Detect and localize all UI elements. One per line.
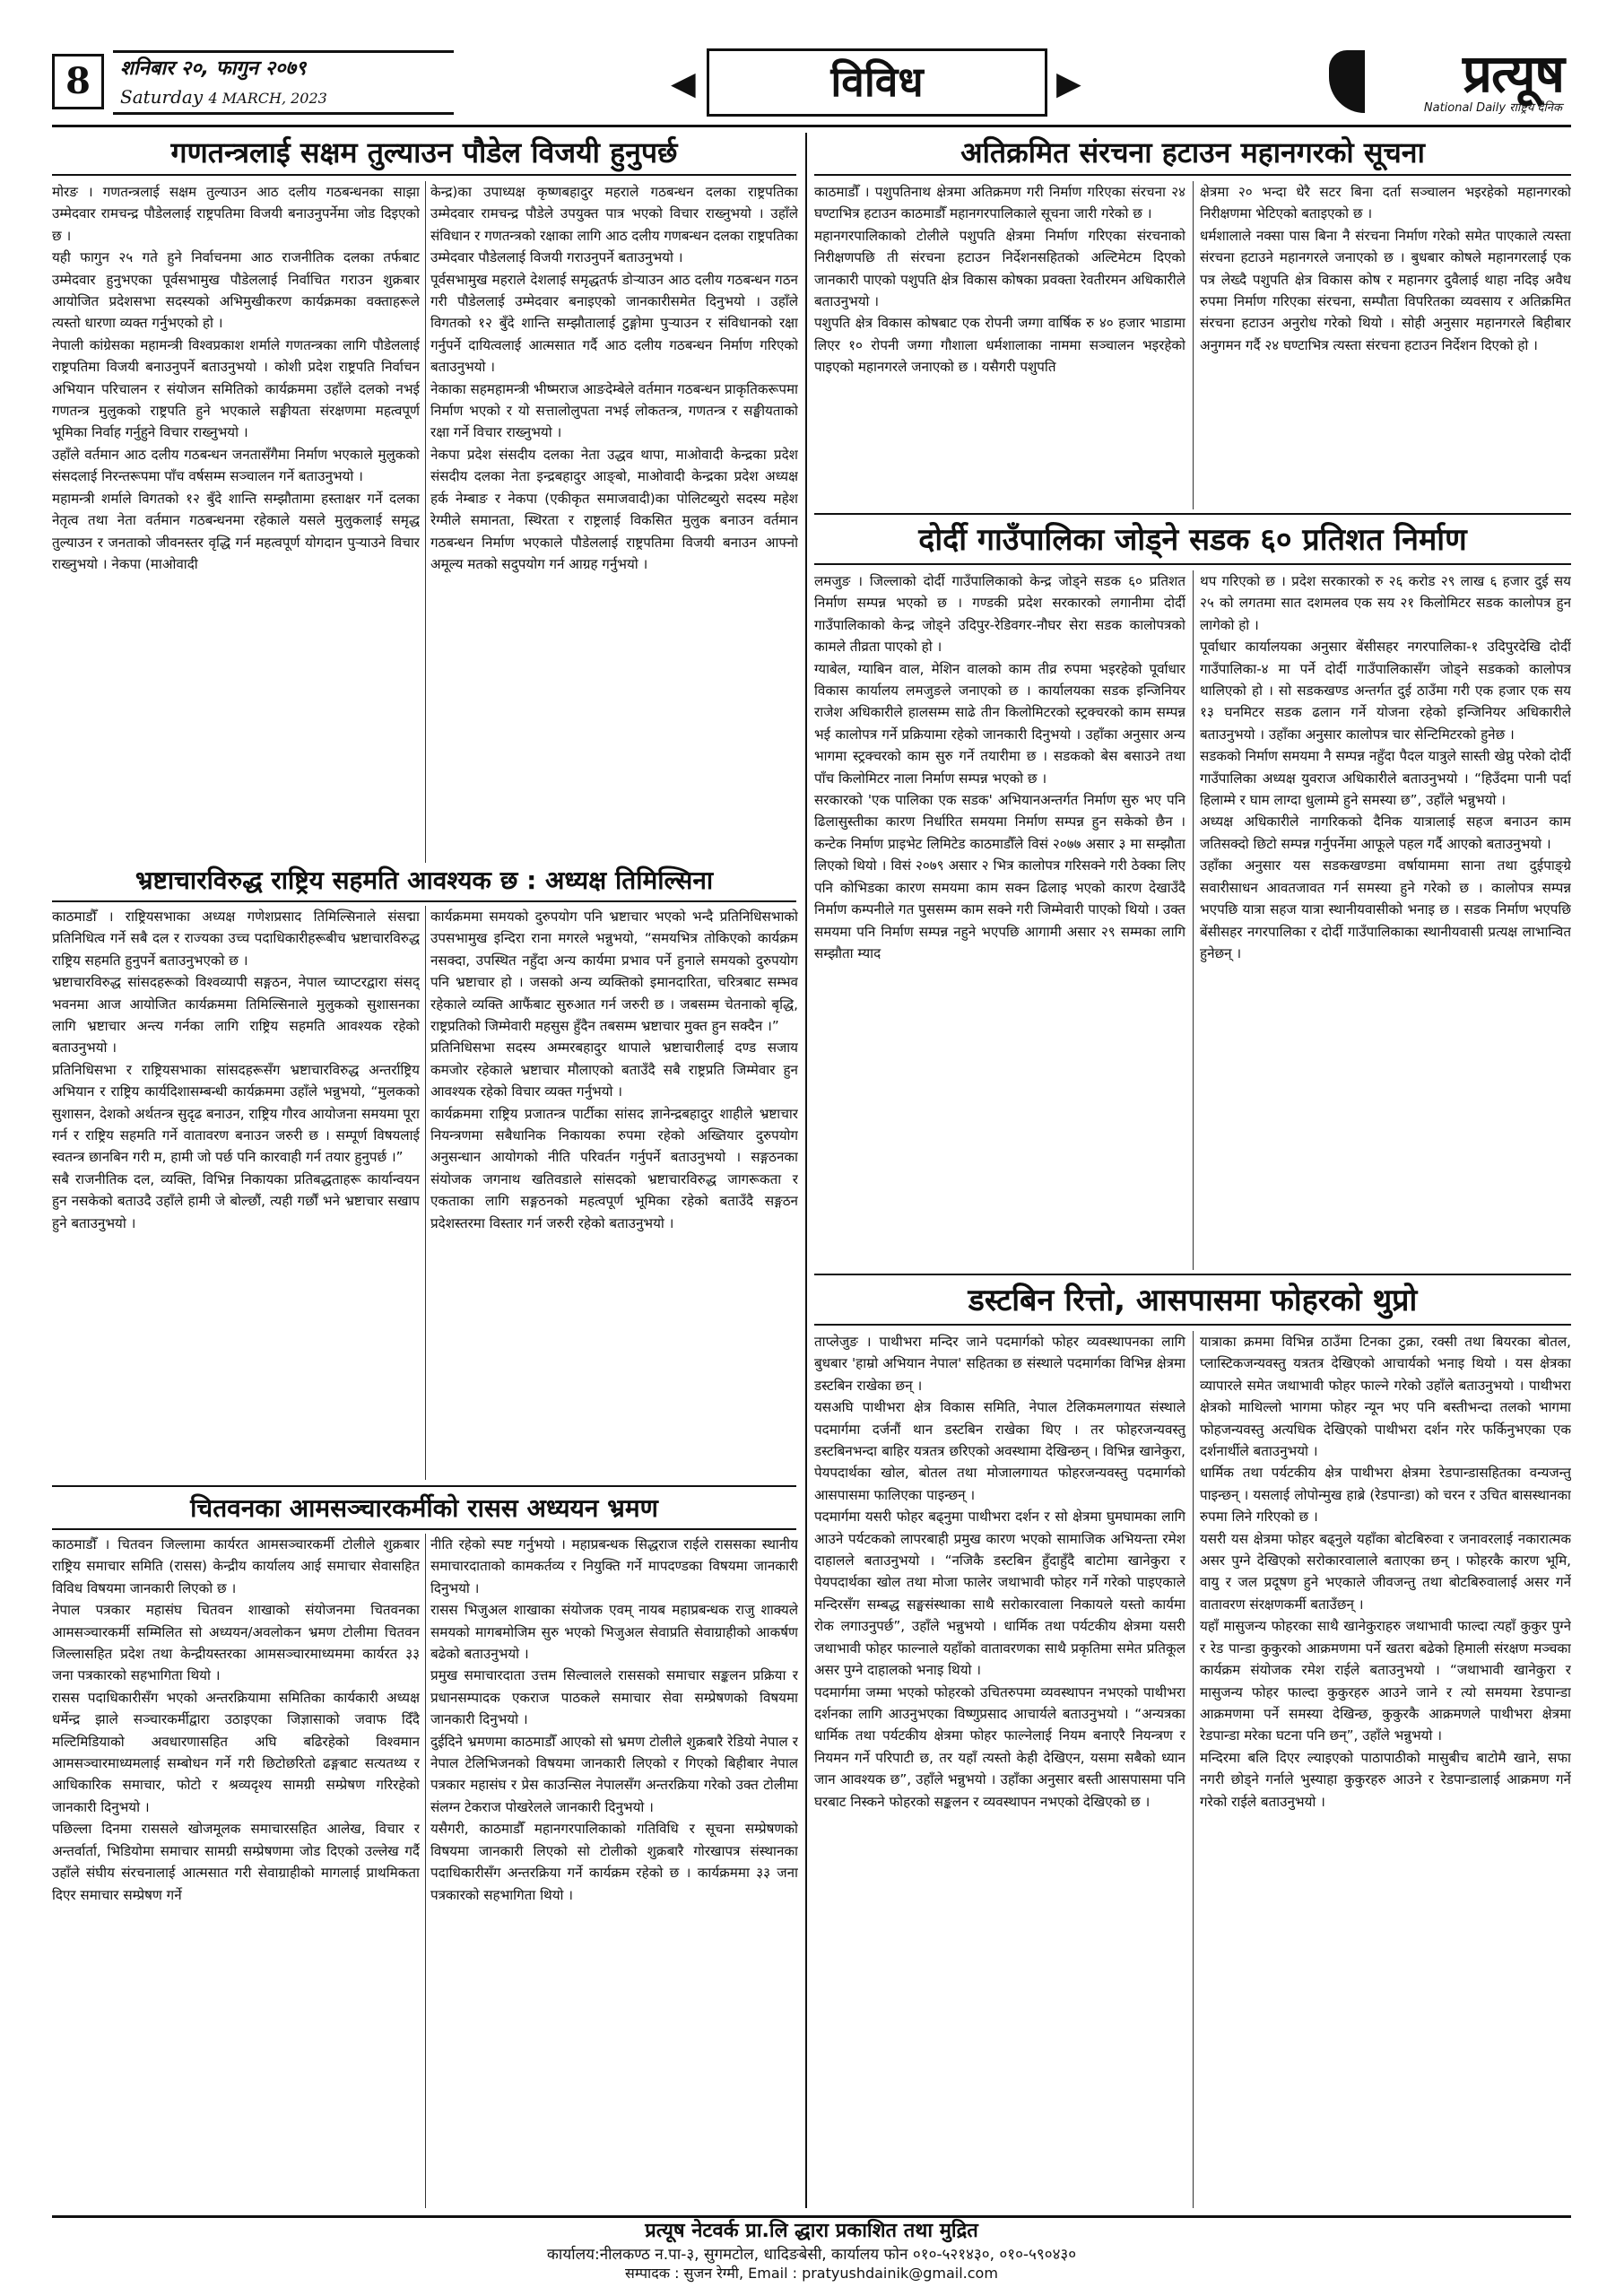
article-dustbin-col2: यात्राका क्रममा विभिन्न ठाउँमा टिनका टुक्रा, रक्सी तथा बियरका बोतल, प्लास्टिकजन्यवस्तु यत्रतत्र देखिएको आचार्यको भनाइ थियो । यस क्षेत्रका व्यापारले समेत जथाभावी फोहर फाल्ने गरेको उहाँले बताउनुभयो । पाथीभरा क्षेत्रको माथिल्लो भागमा फोहर न्यून भए पनि बस्तीभन्दा तलको भागमा फोहजन्यवस्तु अत्यधिक देखिएको पाथीभरा दर्शन गरेर फर्किनुभएका एक दर्शनार्थीले बताउनुभयो । धार्मिक तथा पर्यटकीय क्षेत्र पाथीभरा क्षेत्रमा रेडपान्डासहितका वन्यजन्तु पाइन्छन् । यसलाई लोपोन्मुख हाब्रे (रेडपान्डा) को चरन र उचित बासस्थानका रुपमा लिने गरिएको छ । यसरी यस क्षेत्रमा फोहर बढ्नुले यहाँका बोटबिरुवा र जनावरलाई नकारात्मक असर पुग्ने देखिएको सरोकारवालाले बताएका छन् । फोहरकै कारण भूमि, वायु र जल प्रदूषण हुने भएकाले जीवजन्तु तथा बोटबिरुवालाई असर गर्ने वातावरण संरक्षणकर्मी बताउँछन् । यहाँ मासुजन्य फोहरका साथै खानेकुराहरु जथाभावी फाल्दा त्यहाँ कुकुर पुग्ने र रेड पान्डा कुकुरको आक्रमणमा पर्ने खतरा बढेको हिमाली संरक्षण मञ्चका कार्यक्रम संयोजक रमेश राईले बताउनुभयो । “जथाभावी खानेकुरा र मासुजन्य फोहर फाल्दा कुकुरहरु आउने जाने र त्यो समयमा रेडपान्डा आक्रमणमा पर्ने समस्या देखिन्छ, कुकुरकै आक्रमणले पाथीभरा क्षेत्रमा रेडपान्डा मरेका घटना पनि छन्”, उहाँले भन्नुभयो । मन्दिरमा बलि दिएर ल्याइएको पाठापाठीको मासुबीच बाटोमै खाने, सफा नगरी छोड्ने गर्नाले भुस्याहा कुकुरहरु आउने र रेडपान्डालाई आक्रमण गर्ने गरेको राईले बताउनुभयो ।	[1200, 1334, 1571, 1810]
headline-road: दोर्दी गाउँपालिका जोड्ने सडक ६० प्रतिशत निर्माण	[918, 522, 1467, 558]
section-rule	[52, 1485, 796, 1487]
section-title: विविध	[707, 48, 1047, 117]
headline-rule	[52, 900, 796, 902]
article-paudel-col2: केन्द्र)का उपाध्यक्ष कृष्णबहादुर महराले गठबन्धन दलका राष्ट्रपतिका उम्मेदवार रामचन्द्र पौडेले उपयुक्त पात्र भएको विचार राख्नुभयो । उहाँले संविधान र गणतन्त्रको रक्षाका लागि आठ दलीय गणबन्धन दलका राष्ट्रपतिका उम्मेदवार पौडेललाई विजयी गराउनुपर्ने बताउनुभयो । पूर्वसभामुख महराले देशलाई समृद्धतर्फ डोऱ्याउन आठ दलीय गठबन्धन गठन गरी पौडेललाई उम्मेदवार बनाइएको जानकारीसमेत दिनुभयो । उहाँले विगतको १२ बुँदे शान्ति सम्झौतालाई टुङ्गोमा पुऱ्याउन र संविधानको रक्षा गर्नुपर्ने दायित्वलाई आत्मसात गर्दै आठ दलीय गठबन्धन निर्माण गरिएको बताउनुभयो । नेकाका सहमहामन्त्री भीष्मराज आङदेम्बेले वर्तमान गठबन्धन प्राकृतिकरूपमा निर्माण भएको र यो सत्तालोलुपता नभई लोकतन्त्र, गणतन्त्र र सङ्घीयताको रक्षा गर्ने विचार राख्नुभयो । नेकपा प्रदेश संसदीय दलका नेता उद्धव थापा, माओवादी केन्द्रका प्रदेश संसदीय दलका नेता इन्द्रबहादुर आङ्बो, माओवादी केन्द्रका प्रदेश अध्यक्ष हर्क नेम्बाङ र नेकपा (एकीकृत समाजवादी)का पोलिटब्युरो सदस्य महेश रेग्मीले समानता, स्थिरता र राष्ट्रलाई विकसित मुलुक बनाउन वर्तमान गठबन्धन निर्माण भएकाले पौडेललाई राष्ट्रपतिमा विजयी बनाउन आफ्नो अमूल्य मतको सदुपयोग गर्न आग्रह गर्नुभयो ।	[430, 184, 798, 572]
headline-encroach: अतिक्रमित संरचना हटाउन महानगरको सूचना	[960, 135, 1425, 170]
date-english-day: Saturday	[120, 86, 204, 108]
column-divider	[425, 1534, 426, 2208]
logo-tagline: National Daily राष्ट्रिय दैनिक	[1423, 101, 1562, 115]
headline-dustbin: डस्टबिन रित्तो, आसपासमा फोहरको थुप्रो	[968, 1283, 1418, 1318]
article-encroach-col1: काठमाडौँ । पशुपतिनाथ क्षेत्रमा अतिक्रमण गरी निर्माण गरिएका संरचना २४ घण्टाभित्र हटाउन काठमाडौँ महानगरपालिकाले सूचना जारी गरेको छ । महानगरपालिकाको टोलीले पशुपति क्षेत्रमा निर्माण गरिएका संरचनाको निरीक्षणपछि ती संरचना हटाउन निर्देशनसहितको अल्टिमेटम दिएको जानकारी पाएको पशुपति क्षेत्र विकास कोषका प्रवक्ता रेवतीरमन अधिकारीले बताउनुभयो । पशुपति क्षेत्र विकास कोषबाट एक रोपनी जग्गा वार्षिक रु ४० हजार भाडामा लिएर १० रोपनी जग्गा गौशाला धर्मशालाका नाममा सञ्चालन भइरहेको पाइएको महानगरले जनाएको छ । यसैगरी पशुपति	[814, 184, 1185, 376]
page-number: 8	[52, 54, 104, 109]
headline-rule	[814, 174, 1571, 176]
column-divider	[425, 181, 426, 863]
article-encroach-col2: क्षेत्रमा २० भन्दा धेरै सटर बिना दर्ता सञ्चालन भइरहेको महानगरको निरीक्षणमा भेटिएको बताइएको छ । धर्मशालाले नक्सा पास बिना नै संरचना निर्माण गरेको समेत पाएकाले त्यस्ता संरचना हटाउने महानगरले जनाएको छ । बुधबार कोषले महानगरलाई एक पत्र लेख्दै पशुपति क्षेत्र विकास कोष र महानगर दुवैलाई थाहा नदिइ अवैध रुपमा निर्माण गरिएका संरचना, सम्पौता विपरितका व्यवसाय र अतिक्रमित संरचना हटाउन अनुरोध गरेको थियो । सोही अनुसार महानगरले बिहीबार अनुगमन गर्दै २४ घण्टाभित्र त्यस्ता संरचना हटाउन निर्देशन दिएको हो ।	[1200, 184, 1571, 353]
article-chitwan-col1: काठमाडौँ । चितवन जिल्लामा कार्यरत आमसञ्चारकर्मी टोलीले शुक्रबार राष्ट्रिय समाचार समिति (रासस) केन्द्रीय कार्यालय आई समाचार सेवासहित विविध विषयमा जानकारी लिएको छ । नेपाल पत्रकार महासंघ चितवन शाखाको संयोजनमा चितवनका आमसञ्चारकर्मी सम्मिलित सो अध्ययन/अवलोकन भ्रमण टोलीमा चितवन जिल्लासहित प्रदेश तथा केन्द्रीयस्तरका आमसञ्चारमाध्यममा कार्यरत ३३ जना पत्रकारको सहभागिता थियो । रासस पदाधिकारीसँग भएको अन्तरक्रियामा समितिका कार्यकारी अध्यक्ष धर्मेन्द्र झाले सञ्चारकर्मीद्वारा उठाइएका जिज्ञासाको जवाफ दिँदै मल्टिमिडियाको अवधारणासहित अघि बढिरहेको विश्वमान आमसञ्चारमाध्यमलाई सम्बोधन गर्ने गरी छिटोछरितो ढङ्गबाट सत्यतथ्य र आधिकारिक समाचार, फोटो र श्रव्यदृश्य सामग्री सम्प्रेषण गरिरहेको जानकारी दिनुभयो । पछिल्ला दिनमा राससले खोजमूलक समाचारसहित आलेख, विचार र अन्तर्वार्ता, भिडियोमा समाचार सामग्री सम्प्रेषणमा जोड दिएको उल्लेख गर्दै उहाँले संघीय संरचनालाई आत्मसात गरी सेवाग्राहीको मागलाई प्राथमिकता दिएर समाचार सम्प्रेषण गर्ने	[52, 1536, 420, 1903]
column-divider	[425, 906, 426, 1480]
date-english	[120, 83, 447, 112]
headline-paudel: गणतन्त्रलाई सक्षम तुल्याउन पौडेल विजयी हुनुपर्छ	[170, 135, 678, 170]
masthead	[52, 45, 1571, 127]
right-arrow-icon: ▶	[1056, 65, 1081, 102]
imprint-footer	[52, 2215, 1571, 2282]
column-divider	[1193, 1331, 1194, 2208]
headline-chitwan: चितवनका आमसञ्चारकर्मीको रासस अध्ययन भ्रमण	[190, 1493, 658, 1523]
logo-name: प्रत्यूष	[1463, 43, 1564, 104]
section-rule	[814, 513, 1571, 515]
article-road-col1: लमजुङ । जिल्लाको दोर्दी गाउँपालिकाको केन्द्र जोड्ने सडक ६० प्रतिशत निर्माण सम्पन्न भएको छ । गण्डकी प्रदेश सरकारको लगानीमा दोर्दी गाउँपालिकाको केन्द्र जोड्ने उदिपुर-रेडिवगर-नौघर सेरा सडक कालोपत्रको कामले तीव्रता पाएको हो । ग्याबेल, ग्याबिन वाल, मेशिन वालको काम तीव्र रुपमा भइरहेको पूर्वाधार विकास कार्यालय लमजुङले जनाएको छ । कार्यालयका सडक इन्जिनियर राजेश अधिकारीले हालसम्म साढे तीन किलोमिटरको स्ट्रक्चरको काम सम्पन्न भई कालोपत्र गर्ने प्रक्रियामा रहेको जानकारी दिनुभयो । उहाँका अनुसार अन्य भागमा स्ट्रक्चरको काम सुरु गर्ने तयारीमा छ । सडकको बेस बसाउने तथा पाँच किलोमिटर नाला निर्माण सम्पन्न भएको छ । सरकारको 'एक पालिका एक सडक' अभियानअन्तर्गत निर्माण सुरु भए पनि ढिलासुस्तीका कारण निर्धारित समयमा निर्माण सम्पन्न हुन सकेको छैन । कन्टेक निर्माण प्राइभेट लिमिटेड काठमाडौँले विसं २०७७ असार ३ मा सम्झौता लिएको थियो । विसं २०७९ असार २ भित्र कालोपत्र गरिसक्ने गरी ठेक्का लिए पनि कोभिडका कारण समयमा काम सक्न ढिलाइ भएको कारण देखाउँदै निर्माण कम्पनीले गत पुससम्म काम सक्ने गरी जिम्मेवारी पाएको थियो । उक्त समयमा पनि निर्माण सम्पन्न नहुने भएपछि आगामी असार २९ सम्मका लागि सम्झौता म्याद	[814, 573, 1185, 961]
headline-rule	[814, 1324, 1571, 1326]
date-box	[113, 50, 454, 115]
office-line: कार्यालय:नीलकण्ठ न.पा-३, सुगमटोल, धादिङबेसी, कार्यालय फोन ०१०-५२१४३०, ०१०-५९०४३०	[546, 2246, 1077, 2264]
editor-line: सम्पादक : सुजन रेग्मी, Email : pratyushdainik@gmail.com	[625, 2265, 998, 2282]
column-divider	[1193, 570, 1194, 1270]
article-road-col2: थप गरिएको छ । प्रदेश सरकारको रु २६ करोड २९ लाख ६ हजार दुई सय २५ को लगतमा सात दशमलव एक सय २१ किलोमिटर सडक कालोपत्र हुन लागेको हो । पूर्वाधार कार्यालयका अनुसार बेंसीसहर नगरपालिका-१ उदिपुरदेखि दोर्दी गाउँपालिका-४ मा पर्ने दोर्दी गाउँपालिकासँग जोड्ने सडकको कालोपत्र थालिएको हो । सो सडकखण्ड अन्तर्गत दुई ठाउँमा गरी एक हजार एक सय १३ घनमिटर सडक ढलान गर्ने योजना रहेको इन्जिनियर अधिकारीले बताउनुभयो । उहाँका अनुसार कालोपत्र चार सेन्टिमिटरको हुनेछ । सडकको निर्माण समयमा नै सम्पन्न नहुँदा पैदल यात्रुले सास्ती खेप्नु परेको दोर्दी गाउँपालिका अध्यक्ष युवराज अधिकारीले बताउनुभयो । “हिउँदमा पानी पर्दा हिलाम्मे र घाम लाग्दा धुलाम्मे हुने समस्या छ”, उहाँले भन्नुभयो । अध्यक्ष अधिकारीले नागरिकको दैनिक यात्रालाई सहज बनाउन काम जतिसक्दो छिटो सम्पन्न गर्नुपर्नेमा आफूले पहल गर्दै आएको बताउनुभयो । उहाँका अनुसार यस सडकखण्डमा वर्षायाममा साना तथा दुईपाङ्ग्रे सवारीसाधन आवतजावत गर्न समस्या हुने गरेको छ । कालोपत्र सम्पन्न भएपछि यात्रा सहज यात्रा स्थानीयवासीको भनाइ छ । सडक निर्माण भएपछि बेंसीसहर नगरपालिका र दोर्दी गाउँपालिकाका स्थानीयवासी प्रत्यक्ष लाभान्वित हुनेछन् ।	[1200, 573, 1571, 961]
date-english-date: 4 MARCH, 2023	[208, 90, 327, 107]
article-chitwan-col2: नीति रहेको स्पष्ट गर्नुभयो । महाप्रबन्धक सिद्धराज राईले राससका स्थानीय समाचारदाताको कामकर्तव्य र नियुक्ति गर्ने मापदण्डका विषयमा जानकारी दिनुभयो । रासस भिजुअल शाखाका संयोजक एवम् नायब महाप्रबन्धक राजु शाक्यले समयको मागबमोजिम सुरु भएको भिजुअल सेवाप्रति सेवाग्राहीको आकर्षण बढेको बताउनुभयो । प्रमुख समाचारदाता उत्तम सिल्वालले राससको समाचार सङ्कलन प्रक्रिया र प्रधानसम्पादक एकराज पाठकले समाचार सेवा सम्प्रेषणको विषयमा जानकारी दिनुभयो । दुईदिने भ्रमणमा काठमाडौँ आएको सो भ्रमण टोलीले शुक्रबारै रेडियो नेपाल र नेपाल टेलिभिजनको विषयमा जानकारी लिएको र गिएको बिहीबार नेपाल पत्रकार महासंघ र प्रेस काउन्सिल नेपालसँग अन्तरक्रिया गरेको उक्त टोलीमा संलग्न टेकराज पोखरेलले जानकारी दिनुभयो । यसैगरी, काठमाडौँ महानगरपालिकाको गतिविधि र सूचना सम्प्रेषणको विषयमा जानकारी लिएको सो टोलीको शुक्रबारै गोरखापत्र संस्थानका पदाधिकारीसँग अन्तरक्रिया गर्ने कार्यक्रम रहेको छ । कार्यक्रममा ३३ जना पत्रकारको सहभागिता थियो ।	[430, 1536, 798, 1903]
page-column-divider	[805, 133, 807, 2208]
article-corruption-col2: कार्यक्रममा समयको दुरुपयोग पनि भ्रष्टाचार भएको भन्दै प्रतिनिधिसभाको उपसभामुख इन्दिरा राना मगरले भन्नुभयो, “समयभित्र तोकिएको कार्यक्रम नसक्दा, उपस्थित नहुँदा अन्य कार्यमा प्रभाव पर्ने हुनाले समयको दुरुपयोग पनि भ्रष्टाचार हो । जसको अन्य व्यक्तिको इमानदारिता, चरित्रबाट सम्भव रहेकाले व्यक्ति आफैंबाट सुरुआत गर्न जरुरी छ । जबसम्म चेतनाको बृद्धि, राष्ट्रप्रतिको जिम्मेवारी महसुस हुँदैन तबसम्म भ्रष्टाचार मुक्त हुन सक्दैन ।” प्रतिनिधिसभा सदस्य अम्मरबहादुर थापाले भ्रष्टाचारीलाई दण्ड सजाय कमजोर रहेकाले भ्रष्टाचार मौलाएको बताउँदै सबै राष्ट्रप्रति जिम्मेवार हुन आवश्यक रहेको विचार व्यक्त गर्नुभयो । कार्यक्रममा राष्ट्रिय प्रजातन्त्र पार्टीका सांसद ज्ञानेन्द्रबहादुर शाहीले भ्रष्टाचार नियन्त्रणमा सबैधानिक निकायका रुपमा रहेको अख्तियार दुरुपयोग अनुसन्धान आयोगको नीति परिवर्तन गर्नुपर्ने बताउनुभयो । सङ्गठनका संयोजक जगनाथ खतिवडाले सांसदको भ्रष्टाचारविरुद्ध जागरूकता र एकताका लागि सङ्गठनको महत्वपूर्ण भूमिका रहेको बताउँदै सङ्गठन प्रदेशस्तरमा विस्तार गर्न जरुरी रहेको बताउनुभयो ।	[430, 909, 798, 1231]
column-divider	[1193, 181, 1194, 509]
headline-rule	[52, 174, 796, 176]
headline-corruption: भ्रष्टाचारविरुद्ध राष्ट्रिय सहमति आवश्यक छ : अध्यक्ष तिमिल्सिना	[135, 865, 714, 895]
logo-mark-icon	[1329, 50, 1365, 113]
date-nepali: शनिबार २०, फागुन २०७९	[120, 57, 307, 80]
section-rule	[814, 1274, 1571, 1275]
headline-rule	[52, 1528, 796, 1530]
left-arrow-icon: ◀	[671, 65, 696, 102]
publisher-line: प्रत्यूष नेटवर्क प्रा.लि द्धारा प्रकाशित तथा मुद्रित	[645, 2220, 978, 2242]
newspaper-logo	[1329, 45, 1571, 120]
article-corruption-col1: काठमाडौँ । राष्ट्रियसभाका अध्यक्ष गणेशप्रसाद तिमिल्सिनाले संसद्मा प्रतिनिधित्व गर्ने सबै दल र राज्यका उच्च पदाधिकारीहरूबीच भ्रष्टाचारविरुद्ध राष्ट्रिय सहमति हुनुपर्ने बताउनुभएको छ । भ्रष्टाचारविरुद्ध सांसदहरूको विश्वव्यापी सङ्गठन, नेपाल च्याप्टरद्वारा संसद् भवनमा आज आयोजित कार्यक्रममा तिमिल्सिनाले मुलुकको सुशासनका लागि भ्रष्टाचार अन्त्य गर्नका लागि राष्ट्रिय सहमति आवश्यक रहेको बताउनुभयो । प्रतिनिधिसभा र राष्ट्रियसभाका सांसदहरूसँग भ्रष्टाचारविरुद्ध अन्तर्राष्ट्रिय अभियान र राष्ट्रिय कार्यदिशासम्बन्धी कार्यक्रममा उहाँले भन्नुभयो, “मुलकको सुशासन, देशको अर्थतन्त्र सुदृढ बनाउन, राष्ट्रिय गौरव आयोजना समयमा पूरा गर्न र राष्ट्रिय सहमति गर्ने वातावरण बनाउन जरुरी छ । सम्पूर्ण विषयलाई स्वतन्त्र छानबिन गरी म, हामी जो पर्छ पनि कारवाही गर्न तयार हुनुपर्छ ।” सबै राजनीतिक दल, व्यक्ति, विभिन्न निकायका प्रतिबद्धताहरू कार्यान्वयन हुन नसकेको बताउदै उहाँले हामी जे बोल्छौं, त्यही गर्छौं भने भ्रष्टाचार सखाप हुने बताउनुभयो ।	[52, 909, 420, 1231]
article-dustbin-col1: ताप्लेजुङ । पाथीभरा मन्दिर जाने पदमार्गको फोहर व्यवस्थापनका लागि बुधबार 'हाम्रो अभियान नेपाल' सहितका छ संस्थाले पदमार्गका विभिन्न क्षेत्रमा डस्टबिन राखेका छन् । यसअघि पाथीभरा क्षेत्र विकास समिति, नेपाल टेलिकमलगायत संस्थाले पदमार्गमा दर्जनौं थान डस्टबिन राखेका थिए । तर फोहरजन्यवस्तु डस्टबिनभन्दा बाहिर यत्रतत्र छरिएको अवस्थामा देखिन्छन् । विभिन्न खानेकुरा, पेयपदार्थका खोल, बोतल तथा मोजालगायत फोहरजन्यवस्तु पदमार्गको आसपासमा फालिएका पाइन्छन् । पदमार्गमा यसरी फोहर बढ्नुमा पाथीभरा दर्शन र सो क्षेत्रमा घुमघामका लागि आउने पर्यटकको लापरबाही प्रमुख कारण भएको सामाजिक अभियन्ता रमेश दाहालले बताउनुभयो । “नजिकै डस्टबिन हुँदाहुँदै बाटोमा खानेकुरा र पेयपदार्थका खोल तथा मोजा फालेर जथाभावी फोहर गर्ने गरेको पाइएकाले मन्दिरसँग सम्बद्ध सङ्घसंस्थाका साथै सरोकारवाला निकायले यस्तो कार्यमा रोक लगाउनुपर्छ”, उहाँले भन्नुभयो । धार्मिक तथा पर्यटकीय क्षेत्रमा यसरी जथाभावी फोहर फाल्नाले यहाँको वातावरणका साथै प्रकृतिमा समेत प्रतिकूल असर पुग्ने दाहालको भनाइ थियो । पदमार्गमा जम्मा भएको फोहरको उचितरुपमा व्यवस्थापन नभएको पाथीभरा दर्शनका लागि आउनुभएका विष्णुप्रसाद आचार्यले बताउनुभयो । “अन्यत्रका धार्मिक तथा पर्यटकीय क्षेत्रमा फोहर फाल्नेलाई नियम बनाएरै नियन्त्रण र नियमन गर्ने परिपाटी छ, तर यहाँ त्यस्तो केही देखिएन, यसमा सबैको ध्यान जान आवश्यक छ”, उहाँले भन्नुभयो । उहाँका अनुसार बस्ती आसपासमा पनि घरबाट निस्कने फोहरको सङ्कलन र व्यवस्थापन नभएको देखिएको छ ।	[814, 1334, 1185, 1810]
headline-rule	[814, 563, 1571, 565]
article-paudel-col1: मोरङ । गणतन्त्रलाई सक्षम तुल्याउन आठ दलीय गठबन्धनका साझा उम्मेदवार रामचन्द्र पौडेललाई राष्ट्रपतिमा विजयी बनाउनुपर्नेमा जोड दिइएको छ । यही फागुन २५ गते हुने निर्वाचनमा आठ राजनीतिक दलका तर्फबाट उम्मेदवार हुनुभएका पूर्वसभामुख पौडेललाई निर्वाचित गराउन शुक्रबार आयोजित प्रदेशसभा सदस्यको अभिमुखीकरण कार्यक्रमका वक्ताहरूले त्यस्तो धारणा व्यक्त गर्नुभएको हो । नेपाली कांग्रेसका महामन्त्री विश्वप्रकाश शर्माले गणतन्त्रका लागि पौडेललाई राष्ट्रपतिमा विजयी बनाउनुपर्ने बताउनुभयो । कोशी प्रदेश राष्ट्रपति निर्वाचन अभियान परिचालन र संयोजन समितिको कार्यक्रममा उहाँले दलको नभई गणतन्त्र मुलुकको राष्ट्रपति हुने भएकाले सङ्घीयता संरक्षणमा महत्वपूर्ण भूमिका निर्वाह गर्नुहुने विचार राख्नुभयो । उहाँले वर्तमान आठ दलीय गठबन्धन जनतासँगैमा निर्माण भएकाले मुलुकको संसदलाई निरन्तरूपमा पाँच वर्षसम्म सञ्चालन गर्ने बताउनुभयो । महामन्त्री शर्माले विगतको १२ बुँदे शान्ति सम्झौतामा हस्ताक्षर गर्ने दलका नेतृत्व तथा नेता वर्तमान गठबन्धनमा रहेकाले यसले मुलुकलाई समृद्ध तुल्याउन र जनताको जीवनस्तर वृद्धि गर्न महत्वपूर्ण योगदान पुऱ्याउने विचार राख्नुभयो । नेकपा (माओवादी	[52, 184, 420, 572]
